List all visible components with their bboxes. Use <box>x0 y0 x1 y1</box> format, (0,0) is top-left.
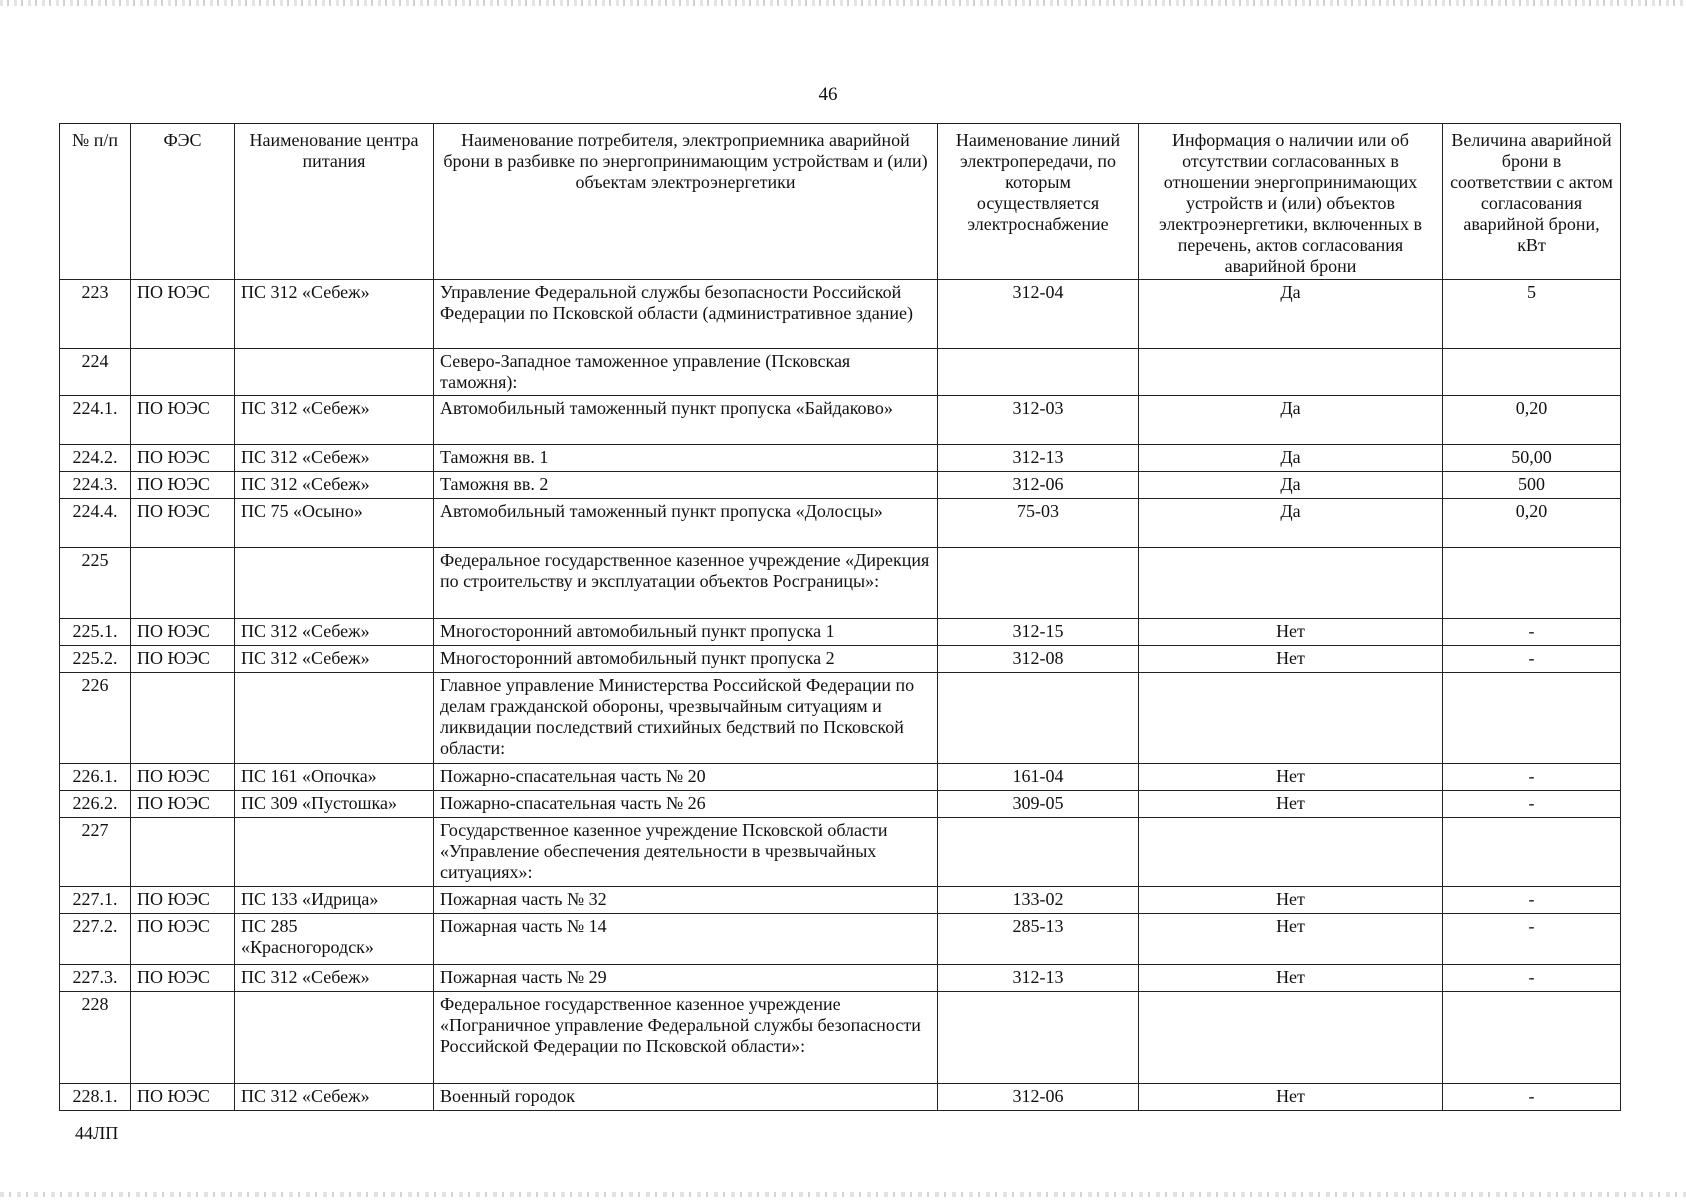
header-center: Наименование центра питания <box>235 124 434 280</box>
cell-line: 312-13 <box>938 965 1139 992</box>
header-num: № п/п <box>60 124 131 280</box>
table-row <box>60 764 1621 791</box>
cell-line: 75-03 <box>938 499 1139 548</box>
cell-num: 225 <box>60 548 131 619</box>
page-number: 46 <box>818 84 838 105</box>
cell-fes <box>131 548 235 619</box>
cell-consumer: Государственное казенное учреждение Псковской области «Управление обеспечения деятельности в чрезвычайных ситуациях»: <box>434 818 938 887</box>
header-info: Информация о наличии или об отсутствии согласованных в отношении энергопринимающих устройств и (или) объектов электроэнергетики, включенных в перечень, актов согласования аварийной брони <box>1139 124 1443 280</box>
cell-center: ПС 309 «Пустошка» <box>235 791 434 818</box>
cell-value: - <box>1443 764 1621 791</box>
cell-num: 228 <box>60 992 131 1084</box>
cell-info <box>1139 992 1443 1084</box>
table-container <box>59 123 1620 1111</box>
table-row <box>60 646 1621 673</box>
cell-info: Нет <box>1139 764 1443 791</box>
cell-center: ПС 312 «Себеж» <box>235 619 434 646</box>
cell-consumer: Пожарная часть № 29 <box>434 965 938 992</box>
table-row <box>60 992 1621 1084</box>
cell-info <box>1139 548 1443 619</box>
cell-value: 500 <box>1443 472 1621 499</box>
cell-num: 226.1. <box>60 764 131 791</box>
cell-center: ПС 161 «Опочка» <box>235 764 434 791</box>
cell-value <box>1443 992 1621 1084</box>
cell-value: - <box>1443 965 1621 992</box>
cell-center <box>235 673 434 764</box>
cell-fes: ПО ЮЭС <box>131 445 235 472</box>
cell-line: 312-13 <box>938 445 1139 472</box>
table-body <box>60 280 1621 1111</box>
cell-info: Нет <box>1139 646 1443 673</box>
cell-center <box>235 992 434 1084</box>
cell-fes: ПО ЮЭС <box>131 646 235 673</box>
cell-consumer: Многосторонний автомобильный пункт пропуска 1 <box>434 619 938 646</box>
table-row <box>60 673 1621 764</box>
cell-fes: ПО ЮЭС <box>131 396 235 445</box>
cell-fes: ПО ЮЭС <box>131 472 235 499</box>
table-row <box>60 548 1621 619</box>
cell-consumer: Федеральное государственное казенное учреждение «Пограничное управление Федеральной службы безопасности Российской Федерации по Псковской области»: <box>434 992 938 1084</box>
table-row <box>60 965 1621 992</box>
scan-edge-bottom <box>0 1192 1686 1197</box>
cell-info: Нет <box>1139 914 1443 965</box>
table-row <box>60 619 1621 646</box>
cell-info <box>1139 349 1443 396</box>
cell-line: 133-02 <box>938 887 1139 914</box>
table-row <box>60 280 1621 349</box>
cell-line: 161-04 <box>938 764 1139 791</box>
cell-center: ПС 133 «Идрица» <box>235 887 434 914</box>
cell-info <box>1139 818 1443 887</box>
cell-value: 50,00 <box>1443 445 1621 472</box>
cell-center: ПС 312 «Себеж» <box>235 396 434 445</box>
cell-num: 226.2. <box>60 791 131 818</box>
cell-fes: ПО ЮЭС <box>131 791 235 818</box>
header-consumer: Наименование потребителя, электроприемника аварийной брони в разбивке по энергопринимающим устройствам и (или) объектам электроэнергетики <box>434 124 938 280</box>
cell-info: Да <box>1139 499 1443 548</box>
cell-num: 224.2. <box>60 445 131 472</box>
cell-consumer: Автомобильный таможенный пункт пропуска «Байдаково» <box>434 396 938 445</box>
cell-line <box>938 673 1139 764</box>
cell-line: 312-08 <box>938 646 1139 673</box>
cell-value <box>1443 673 1621 764</box>
cell-num: 224.3. <box>60 472 131 499</box>
cell-center: ПС 312 «Себеж» <box>235 280 434 349</box>
cell-line: 312-06 <box>938 1084 1139 1111</box>
cell-value: 5 <box>1443 280 1621 349</box>
table-row <box>60 887 1621 914</box>
cell-info <box>1139 673 1443 764</box>
cell-fes: ПО ЮЭС <box>131 280 235 349</box>
cell-center: ПС 312 «Себеж» <box>235 646 434 673</box>
cell-line <box>938 548 1139 619</box>
cell-value <box>1443 548 1621 619</box>
cell-num: 227 <box>60 818 131 887</box>
cell-fes: ПО ЮЭС <box>131 887 235 914</box>
cell-line <box>938 992 1139 1084</box>
cell-line: 312-06 <box>938 472 1139 499</box>
cell-consumer: Военный городок <box>434 1084 938 1111</box>
cell-value <box>1443 818 1621 887</box>
cell-consumer: Пожарная часть № 32 <box>434 887 938 914</box>
cell-fes: ПО ЮЭС <box>131 965 235 992</box>
cell-center: ПС 312 «Себеж» <box>235 445 434 472</box>
table-header-row <box>60 124 1621 280</box>
cell-line: 312-03 <box>938 396 1139 445</box>
cell-info: Да <box>1139 472 1443 499</box>
cell-consumer: Таможня вв. 2 <box>434 472 938 499</box>
scan-edge-top <box>0 0 1686 6</box>
cell-center: ПС 285 «Красногородск» <box>235 914 434 965</box>
footer-code: 44ЛП <box>75 1123 119 1143</box>
cell-info: Да <box>1139 280 1443 349</box>
cell-info: Нет <box>1139 791 1443 818</box>
table-row <box>60 349 1621 396</box>
header-fes: ФЭС <box>131 124 235 280</box>
table-row <box>60 472 1621 499</box>
cell-num: 227.1. <box>60 887 131 914</box>
cell-value: - <box>1443 619 1621 646</box>
cell-consumer: Главное управление Министерства Российской Федерации по делам гражданской обороны, чрезвычайным ситуациям и ликвидации последствий стихийных бедствий по Псковской области: <box>434 673 938 764</box>
table-row <box>60 818 1621 887</box>
cell-center: ПС 312 «Себеж» <box>235 1084 434 1111</box>
cell-consumer: Федеральное государственное казенное учреждение «Дирекция по строительству и эксплуатации объектов Росграницы»: <box>434 548 938 619</box>
cell-fes: ПО ЮЭС <box>131 619 235 646</box>
cell-center: ПС 75 «Осыно» <box>235 499 434 548</box>
cell-fes <box>131 673 235 764</box>
cell-num: 226 <box>60 673 131 764</box>
cell-num: 224.1. <box>60 396 131 445</box>
cell-info: Нет <box>1139 887 1443 914</box>
cell-value: 0,20 <box>1443 499 1621 548</box>
cell-consumer: Таможня вв. 1 <box>434 445 938 472</box>
cell-consumer: Северо-Западное таможенное управление (Псковская таможня): <box>434 349 938 396</box>
cell-consumer: Пожарно-спасательная часть № 26 <box>434 791 938 818</box>
cell-num: 227.3. <box>60 965 131 992</box>
cell-center <box>235 349 434 396</box>
cell-fes: ПО ЮЭС <box>131 764 235 791</box>
cell-num: 225.1. <box>60 619 131 646</box>
cell-num: 228.1. <box>60 1084 131 1111</box>
table-row <box>60 1084 1621 1111</box>
header-line: Наименование линий электропередачи, по которым осуществляется электроснабжение <box>938 124 1139 280</box>
cell-consumer: Многосторонний автомобильный пункт пропуска 2 <box>434 646 938 673</box>
cell-fes: ПО ЮЭС <box>131 1084 235 1111</box>
cell-value: - <box>1443 646 1621 673</box>
cell-value: 0,20 <box>1443 396 1621 445</box>
table-row <box>60 396 1621 445</box>
cell-fes <box>131 818 235 887</box>
cell-center: ПС 312 «Себеж» <box>235 965 434 992</box>
table-row <box>60 499 1621 548</box>
cell-center <box>235 818 434 887</box>
cell-info: Нет <box>1139 619 1443 646</box>
table-row <box>60 914 1621 965</box>
cell-consumer: Пожарно-спасательная часть № 20 <box>434 764 938 791</box>
cell-value: - <box>1443 1084 1621 1111</box>
cell-num: 225.2. <box>60 646 131 673</box>
cell-info: Да <box>1139 445 1443 472</box>
emergency-reserve-table <box>59 123 1621 1111</box>
cell-line <box>938 349 1139 396</box>
cell-num: 223 <box>60 280 131 349</box>
cell-consumer: Автомобильный таможенный пункт пропуска «Долосцы» <box>434 499 938 548</box>
cell-line: 285-13 <box>938 914 1139 965</box>
cell-line <box>938 818 1139 887</box>
cell-value: - <box>1443 791 1621 818</box>
table-row <box>60 791 1621 818</box>
cell-info: Да <box>1139 396 1443 445</box>
cell-center: ПС 312 «Себеж» <box>235 472 434 499</box>
cell-num: 224 <box>60 349 131 396</box>
cell-fes: ПО ЮЭС <box>131 914 235 965</box>
cell-fes: ПО ЮЭС <box>131 499 235 548</box>
header-value: Величина аварийной брони в соответствии с актом согласования аварийной брони, кВт <box>1443 124 1621 280</box>
cell-info: Нет <box>1139 1084 1443 1111</box>
cell-value: - <box>1443 914 1621 965</box>
cell-value: - <box>1443 887 1621 914</box>
cell-value <box>1443 349 1621 396</box>
cell-num: 224.4. <box>60 499 131 548</box>
cell-line: 312-04 <box>938 280 1139 349</box>
cell-line: 312-15 <box>938 619 1139 646</box>
cell-num: 227.2. <box>60 914 131 965</box>
cell-fes <box>131 992 235 1084</box>
cell-consumer: Пожарная часть № 14 <box>434 914 938 965</box>
cell-consumer: Управление Федеральной службы безопасности Российской Федерации по Псковской области (административное здание) <box>434 280 938 349</box>
cell-fes <box>131 349 235 396</box>
cell-info: Нет <box>1139 965 1443 992</box>
cell-line: 309-05 <box>938 791 1139 818</box>
cell-center <box>235 548 434 619</box>
table-row <box>60 445 1621 472</box>
